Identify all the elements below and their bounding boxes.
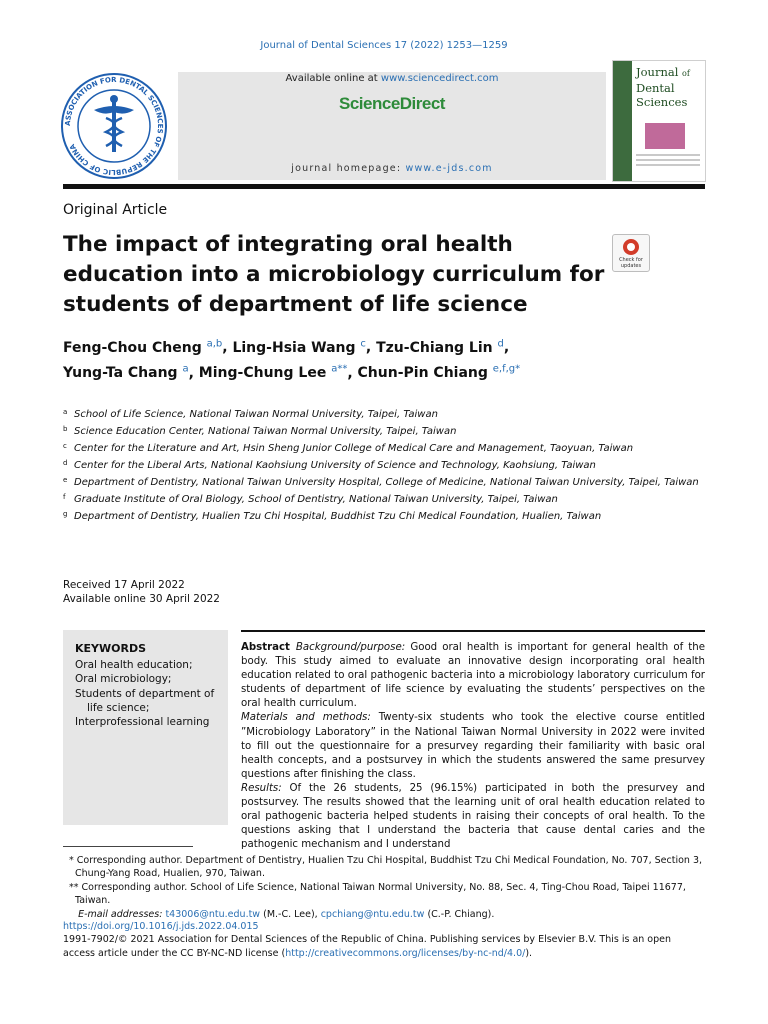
author[interactable]: Chun-Pin Chiang $^{e,f,g*}$ [357, 363, 521, 382]
sciencedirect-logo[interactable]: ScienceDirect [339, 94, 445, 113]
article-dates [63, 578, 220, 606]
methods-text: Twenty-six students who took the elective course entitled ”Microbiology Laboratory” in the National Taiwan Normal University in 2022 were invited to fill out the questionnaire for a presurvey regarding their familiarity with basic oral health concepts, and a postsurvey in which the students answered the same presurvey questions after finishing the class. [241, 712, 705, 780]
keywords-box [63, 630, 228, 825]
background-label: Background/purpose: [295, 642, 406, 653]
results-text: Of the 26 students, 25 (96.15%) participated in both the presurvey and postsurvey. The results showed that the learning unit of oral health education related to oral pathogenic bacteria helped students in raising their concepts of oral health. To the questions asking that I understand the bacteria that cause dental caries and the pathogenic mechanism and I understand [241, 782, 705, 851]
footnotes [63, 854, 705, 921]
publication-info [63, 920, 705, 960]
email-owner-chiang: (C.-P. Chiang). [424, 908, 495, 920]
author[interactable]: Feng-Chou Cheng $^{a,b}$ [63, 338, 223, 356]
cover-title-dental: Dental [636, 81, 675, 95]
author[interactable]: Ling-Hsia Wang $^c$ [232, 338, 366, 356]
cover-title-journal: Journal [636, 65, 679, 79]
cover-image [645, 123, 685, 149]
logo-ring-text: ASSOCIATION FOR DENTAL SCIENCES OF THE REPUBLIC OF CHINA [63, 75, 165, 177]
keyword: Interprofessional learning [75, 716, 210, 729]
check-updates-icon [623, 239, 639, 255]
homepage-link[interactable]: www.e-jds.com [405, 163, 493, 174]
society-logo [60, 72, 168, 180]
email-owner-lee: (M.-C. Lee), [260, 908, 321, 920]
author[interactable]: Tzu-Chiang Lin $^d$ [376, 338, 504, 356]
abstract-rule [241, 630, 705, 632]
affiliation: b Science Education Center, National Taiwan Normal University, Taipei, Taiwan [63, 425, 457, 437]
received-date: Received 17 April 2022 [63, 579, 185, 591]
journal-homepage [178, 163, 606, 174]
background-text: Good oral health is important for general health of the body. This study aimed to evaluate an innovative design incorporating oral health education related to oral pathogenic bacteria into a microbiology laboratory curriculum for students of department of life science by evaluating the students’ perspectives on the oral health curriculum. [241, 642, 705, 710]
author-list: Feng-Chou Cheng $^{a,b}$, Ling-Hsia Wang $^c$, Tzu-Chiang Lin $^d$, Yung-Ta Chang $^a$, Ming-Chung Lee $^{a**}$, Chun-Pin Chiang $^{e,f,g*}$ [63, 338, 521, 382]
cover-title-sciences: Sciences [636, 95, 688, 109]
abstract-label: Abstract [241, 642, 290, 653]
affiliation: a School of Life Science, National Taiwan Normal University, Taipei, Taiwan [63, 408, 438, 420]
affiliation: f Graduate Institute of Oral Biology, School of Dentistry, National Taiwan University, Taipei, Taiwan [63, 493, 558, 505]
doi-link[interactable]: https://doi.org/10.1016/j.jds.2022.04.015 [63, 921, 259, 932]
author[interactable]: Yung-Ta Chang $^a$ [63, 363, 189, 382]
header-rule [63, 184, 705, 189]
available-online [178, 73, 606, 84]
author[interactable]: Ming-Chung Lee $^{a**}$ [198, 363, 348, 382]
homepage-label: journal homepage: [291, 163, 406, 174]
license-link[interactable]: http://creativecommons.org/licenses/by-nc-nd/4.0/ [285, 947, 526, 959]
keywords-title: KEYWORDS [75, 642, 147, 655]
corresponding-author-1: * Corresponding author. Department of Dentistry, Hualien Tzu Chi Hospital, Buddhist Tzu Chi Medical Foundation, No. 707, Section 3, Chung-Yang Road, Hualien, 970, Taiwan. [69, 855, 703, 880]
affiliation: d Center for the Liberal Arts, National Kaohsiung University of Science and Technology, Kaohsiung, Taiwan [63, 459, 596, 471]
affiliation: e Department of Dentistry, National Taiwan University Hospital, College of Medicine, National Taiwan University, Taipei, Taiwan [63, 476, 699, 488]
article-type: Original Article [63, 202, 168, 218]
available-online-label: Available online at [285, 73, 381, 84]
methods-label: Materials and methods: [241, 712, 371, 724]
article-title: The impact of integrating oral health education into a microbiology curriculum for students of department of life science [63, 232, 605, 317]
keyword: Oral health education; [75, 659, 193, 671]
check-for-updates-button[interactable] [612, 234, 650, 272]
abstract [241, 641, 705, 852]
journal-cover-thumbnail[interactable] [612, 60, 706, 182]
affiliation: c Center for the Literature and Art, Hsin Sheng Junior College of Medical Care and Management, Taoyuan, Taiwan [63, 442, 634, 454]
cover-title [636, 65, 690, 109]
cover-band [613, 61, 632, 181]
copyright-end: ). [525, 947, 533, 959]
affiliation: g Department of Dentistry, Hualien Tzu Chi Hospital, Buddhist Tzu Chi Medical Foundation, Hualien, Taiwan [63, 510, 602, 522]
affiliation-list [63, 405, 703, 524]
copyright-text: 1991-7902/© 2021 Association for Dental Sciences of the Republic of China. Publishing services by Elsevier B.V. This is an open access article under the CC BY-NC-ND license ( [63, 934, 672, 959]
keywords-list [75, 658, 225, 729]
email-link-lee[interactable]: t43006@ntu.edu.tw [165, 908, 261, 920]
check-updates-label: Check for updates [619, 257, 643, 269]
cover-text-lines [636, 154, 700, 169]
copyright-notice [63, 933, 705, 960]
results-label: Results: [241, 782, 282, 794]
sciencedirect-link[interactable]: www.sciencedirect.com [380, 73, 499, 84]
keyword: Oral microbiology; [75, 673, 172, 686]
online-date: Available online 30 April 2022 [63, 593, 220, 605]
corresponding-author-2: ** Corresponding author. School of Life Science, National Taiwan Normal University, No. 88, Sec. 4, Ting-Chou Road, Taipei 11677, Taiwan. [69, 881, 686, 907]
email-label: E-mail addresses: [78, 908, 163, 920]
email-link-chiang[interactable]: cpchiang@ntu.edu.tw [320, 908, 425, 920]
keyword: Students of department of life science; [75, 687, 215, 714]
cover-title-of: of [682, 69, 690, 78]
footnote-rule [63, 846, 193, 847]
journal-citation[interactable]: Journal of Dental Sciences 17 (2022) 1253—1259 [260, 40, 508, 51]
